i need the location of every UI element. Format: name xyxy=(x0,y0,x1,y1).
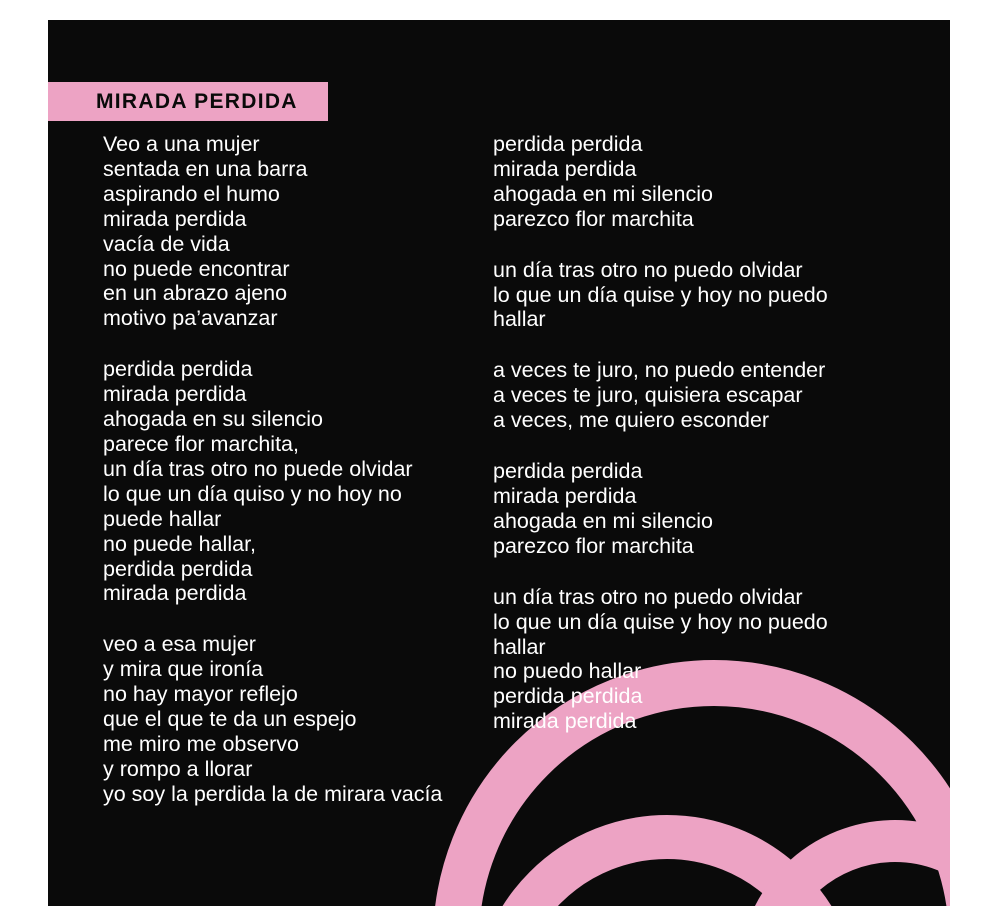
lyric-line: y rompo a llorar xyxy=(103,756,253,781)
lyric-line: ahogada en mi silencio xyxy=(493,181,713,206)
lyric-line: no puede hallar, xyxy=(103,531,257,556)
lyric-line: a veces te juro, no puedo entender xyxy=(493,358,826,383)
stanza xyxy=(103,132,493,331)
poster-panel xyxy=(48,20,950,906)
lyric-line: puede hallar xyxy=(103,506,222,531)
lyric-line: perdida perdida xyxy=(493,684,643,709)
lyric-line: a veces, me quiero esconder xyxy=(493,408,770,433)
lyric-line: mirada perdida xyxy=(493,483,637,508)
stanza xyxy=(493,585,913,734)
lyric-line: ahogada en su silencio xyxy=(103,407,323,432)
lyric-line: lo que un día quiso y no hoy no xyxy=(103,481,402,506)
stanza xyxy=(103,357,493,606)
lyric-line: no puede encontrar xyxy=(103,256,290,281)
lyric-line: perdida perdida xyxy=(103,556,253,581)
lyric-line: parece flor marchita, xyxy=(103,431,299,456)
lyric-line: aspirando el humo xyxy=(103,181,280,206)
page-title: MIRADA PERDIDA xyxy=(96,90,298,113)
lyric-line: lo que un día quise y hoy no puedo xyxy=(493,609,828,634)
lyric-line: sentada en una barra xyxy=(103,156,308,181)
lyric-line: parezco flor marchita xyxy=(493,533,694,558)
lyric-line: yo soy la perdida la de mirara vacía xyxy=(103,781,443,806)
lyric-line: veo a esa mujer xyxy=(103,632,256,657)
lyric-line: mirada perdida xyxy=(493,156,637,181)
lyric-line: Veo a una mujer xyxy=(103,132,260,156)
lyric-line: y mira que ironía xyxy=(103,657,264,682)
stanza xyxy=(103,632,493,806)
stanza xyxy=(493,459,913,559)
lyric-line: en un abrazo ajeno xyxy=(103,281,288,306)
lyric-line: mirada perdida xyxy=(103,382,247,407)
lyric-line: un día tras otro no puedo olvidar xyxy=(493,584,803,609)
lyric-line: un día tras otro no puedo olvidar xyxy=(493,257,803,282)
lyric-line: parezco flor marchita xyxy=(493,206,694,231)
lyric-line: a veces te juro, quisiera escapar xyxy=(493,383,803,408)
lyric-line: mirada perdida xyxy=(103,206,247,231)
lyric-line: no puedo hallar xyxy=(493,659,642,684)
lyric-line: un día tras otro no puede olvidar xyxy=(103,456,413,481)
lyric-line: motivo pa’avanzar xyxy=(103,306,278,331)
lyrics-columns xyxy=(48,132,950,833)
lyrics-column-right xyxy=(493,132,913,833)
stanza xyxy=(493,358,913,433)
lyric-line: perdida perdida xyxy=(493,459,643,484)
lyric-line: me miro me observo xyxy=(103,731,299,756)
lyric-line: mirada perdida xyxy=(493,709,637,734)
lyric-line: perdida perdida xyxy=(493,132,643,156)
stanza xyxy=(493,132,913,232)
lyric-line: perdida perdida xyxy=(103,357,253,382)
lyric-line: vacía de vida xyxy=(103,231,230,256)
lyric-line: ahogada en mi silencio xyxy=(493,508,713,533)
stanza xyxy=(493,258,913,333)
lyric-line: no hay mayor reflejo xyxy=(103,682,298,707)
lyric-line: que el que te da un espejo xyxy=(103,707,357,732)
title-banner xyxy=(48,82,328,121)
lyric-line: hallar xyxy=(493,307,546,332)
lyric-line: mirada perdida xyxy=(103,581,247,606)
lyric-line: hallar xyxy=(493,634,546,659)
lyrics-column-left xyxy=(48,132,493,833)
lyric-line: lo que un día quise y hoy no puedo xyxy=(493,282,828,307)
